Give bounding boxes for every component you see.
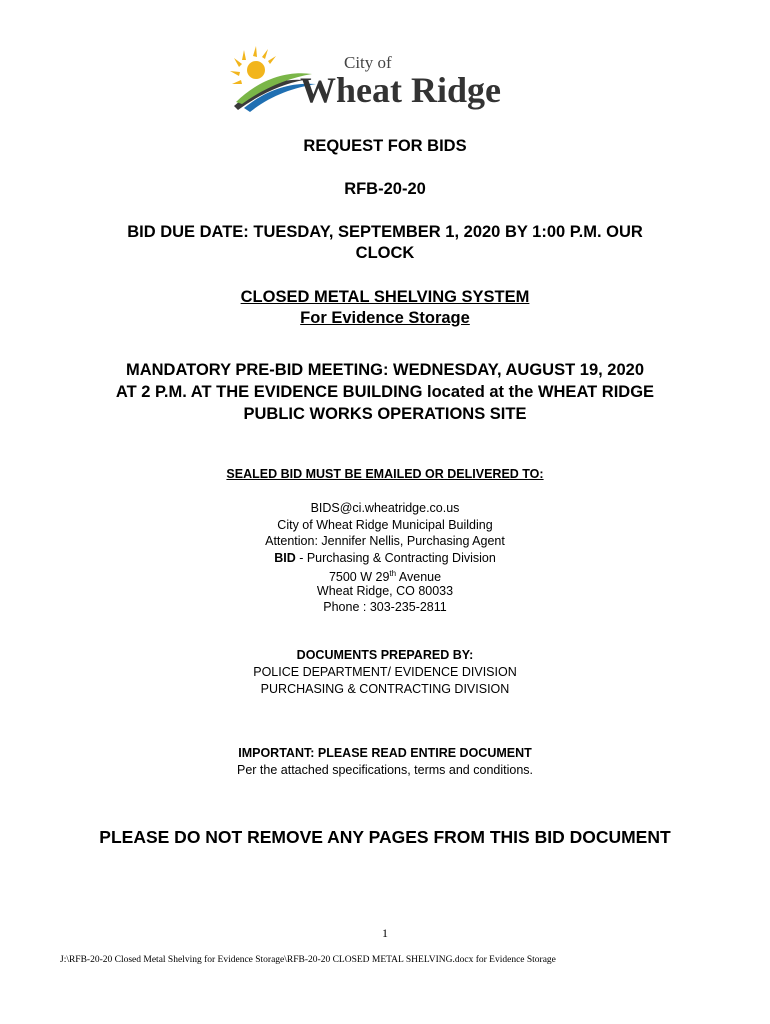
subject-line-1: CLOSED METAL SHELVING SYSTEM [240,288,530,306]
attention-line: Attention: Jennifer Nellis, Purchasing Agent [265,534,505,548]
division-bid-label: BID [274,550,296,565]
prepared-by-line-1: POLICE DEPARTMENT/ EVIDENCE DIVISION [253,665,517,679]
city-state-zip: Wheat Ridge, CO 80033 [316,583,454,598]
meeting-line-2: AT 2 P.M. AT THE EVIDENCE BUILDING located at the WHEAT RIDGE [115,383,655,401]
subject-line-2: For Evidence Storage [300,309,470,327]
due-date-line-2: CLOCK [355,244,415,262]
page-number: 1 [382,926,388,940]
meeting-line-3: PUBLIC WORKS OPERATIONS SITE [243,405,527,423]
important-heading: IMPORTANT: PLEASE READ ENTIRE DOCUMENT [238,746,532,760]
logo-wheat-ridge-text: Wheat Ridge [300,70,501,110]
document-title: REQUEST FOR BIDS [303,137,467,155]
street-address-name: Avenue [396,570,442,585]
rfb-number: RFB-20-20 [344,180,426,198]
do-not-remove-warning: PLEASE DO NOT REMOVE ANY PAGES FROM THIS BID DOCUMENT [99,827,671,847]
prepared-by-heading: DOCUMENTS PREPARED BY: [296,648,474,662]
street-address-suffix: th [389,569,397,578]
city-logo [226,44,516,116]
street-address-number: 7500 W 29 [328,570,390,585]
prepared-by-line-2: PURCHASING & CONTRACTING DIVISION [260,682,510,696]
municipal-building: City of Wheat Ridge Municipal Building [277,517,493,532]
division-name: - Purchasing & Contracting Division [295,550,496,565]
phone-number: Phone : 303-235-2811 [323,600,447,614]
important-text: Per the attached specifications, terms and conditions. [237,763,533,777]
due-date-line-1: BID DUE DATE: TUESDAY, SEPTEMBER 1, 2020 BY 1:00 P.M. OUR [127,223,643,241]
logo-city-of-text: City of [344,53,392,72]
division-line [0,550,770,567]
bids-email: BIDS@ci.wheatridge.co.us [310,501,460,515]
wheat-ridge-logo-graphic [226,44,516,116]
delivery-heading: SEALED BID MUST BE EMAILED OR DELIVERED TO: [226,467,544,481]
meeting-line-1: MANDATORY PRE-BID MEETING: WEDNESDAY, AUGUST 19, 2020 [125,361,644,379]
file-path-footer: J:\RFB-20-20 Closed Metal Shelving for Evidence Storage\RFB-20-20 CLOSED METAL SHELVING.docx for Evidence Storage [60,955,556,965]
